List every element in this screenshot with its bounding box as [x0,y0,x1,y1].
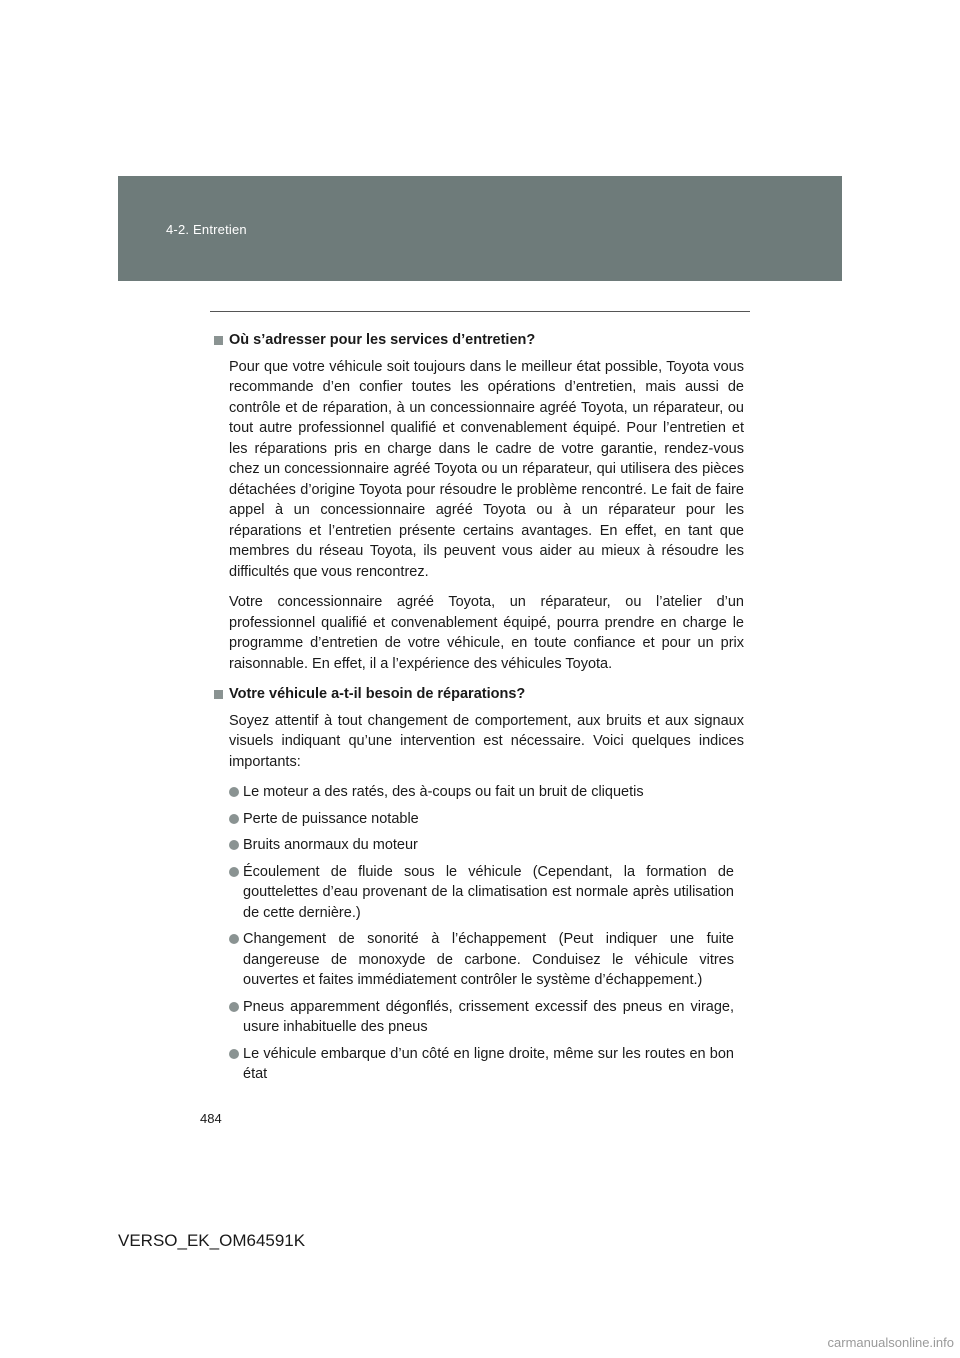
section-heading-repairs [212,684,744,705]
document-code: VERSO_EK_OM64591K [118,1231,306,1250]
list-item [229,929,734,991]
chapter-header-band [118,176,842,281]
list-item-text: Écoulement de fluide sous le véhicule (Cependant, la formation de gouttelettes d’eau provenant de la climatisation est normale après utilisation de cette dernière.) [243,863,734,921]
circle-bullet-icon [229,1049,239,1059]
section-heading-service [212,330,744,351]
watermark: carmanualsonline.info [827,1335,954,1350]
page-content [212,330,744,1091]
list-item-text: Pneus apparemment dégonflés, crissement excessif des pneus en virage, usure inhabituelle des pneus [243,998,734,1035]
section-label: 4-2. Entretien [166,222,247,237]
heading-text: Votre véhicule a-t-il besoin de réparations? [229,686,526,702]
list-item [229,997,734,1038]
circle-bullet-icon [229,1002,239,1012]
list-item [229,835,734,856]
list-item [229,809,734,830]
circle-bullet-icon [229,867,239,877]
paragraph: Votre concessionnaire agréé Toyota, un réparateur, ou l’atelier d’un professionnel qualifié et convenablement équipé, pourra prendre en charge le programme d’entretien de votre véhicule, en toute confiance et pour un prix raisonnable. En effet, il a l’expérience des véhicules Toyota. [229,594,744,672]
paragraph: Soyez attentif à tout changement de comportement, aux bruits et aux signaux visuels indiquant qu’une intervention est nécessaire. Voici quelques indices importants: [229,712,744,770]
list-item [229,782,734,803]
list-item-text: Perte de puissance notable [243,810,419,827]
paragraph: Pour que votre véhicule soit toujours dans le meilleur état possible, Toyota vous recommande d’en confier toutes les opérations d’entretien, mais aussi de contrôle et de réparation, à un concessionnaire agréé Toyota, un réparateur, ou tout autre professionnel qualifié et convenablement équipé. Pour l’entretien et les réparations pris en charge dans le cadre de votre garantie, rendez-vous chez un concessionnaire agréé Toyota ou un réparateur, qui utilisera des pièces détachées d’origine Toyota pour résoudre le problème rencontré. Le fait de faire appel à un concessionnaire agréé Toyota ou à un réparateur pour les réparations et l’entretien présente certains avantages. En effet, en tant que membres du réseau Toyota, ils peuvent vous aider au mieux à résoudre les difficultés que vous rencontrez. [229,358,744,580]
circle-bullet-icon [229,787,239,797]
circle-bullet-icon [229,934,239,944]
list-item-text: Changement de sonorité à l’échappement (Peut indiquer une fuite dangereuse de monoxyde de carbone. Conduisez le véhicule vitres ouvertes et faites immédiatement contrôler le système d’échappement.) [243,931,734,988]
list-item-text: Le moteur a des ratés, des à-coups ou fait un bruit de cliquetis [243,784,644,800]
circle-bullet-icon [229,814,239,824]
list-item-text: Le véhicule embarque d’un côté en ligne droite, même sur les routes en bon état [243,1045,734,1082]
top-divider [210,311,750,312]
square-bullet-icon [214,690,223,699]
square-bullet-icon [214,336,223,345]
list-item-text: Bruits anormaux du moteur [243,837,418,853]
circle-bullet-icon [229,840,239,850]
heading-text: Où s’adresser pour les services d’entretien? [229,332,536,348]
list-item [229,862,734,924]
symptom-list [212,782,744,1085]
page-number: 484 [200,1111,222,1126]
list-item [229,1044,734,1085]
